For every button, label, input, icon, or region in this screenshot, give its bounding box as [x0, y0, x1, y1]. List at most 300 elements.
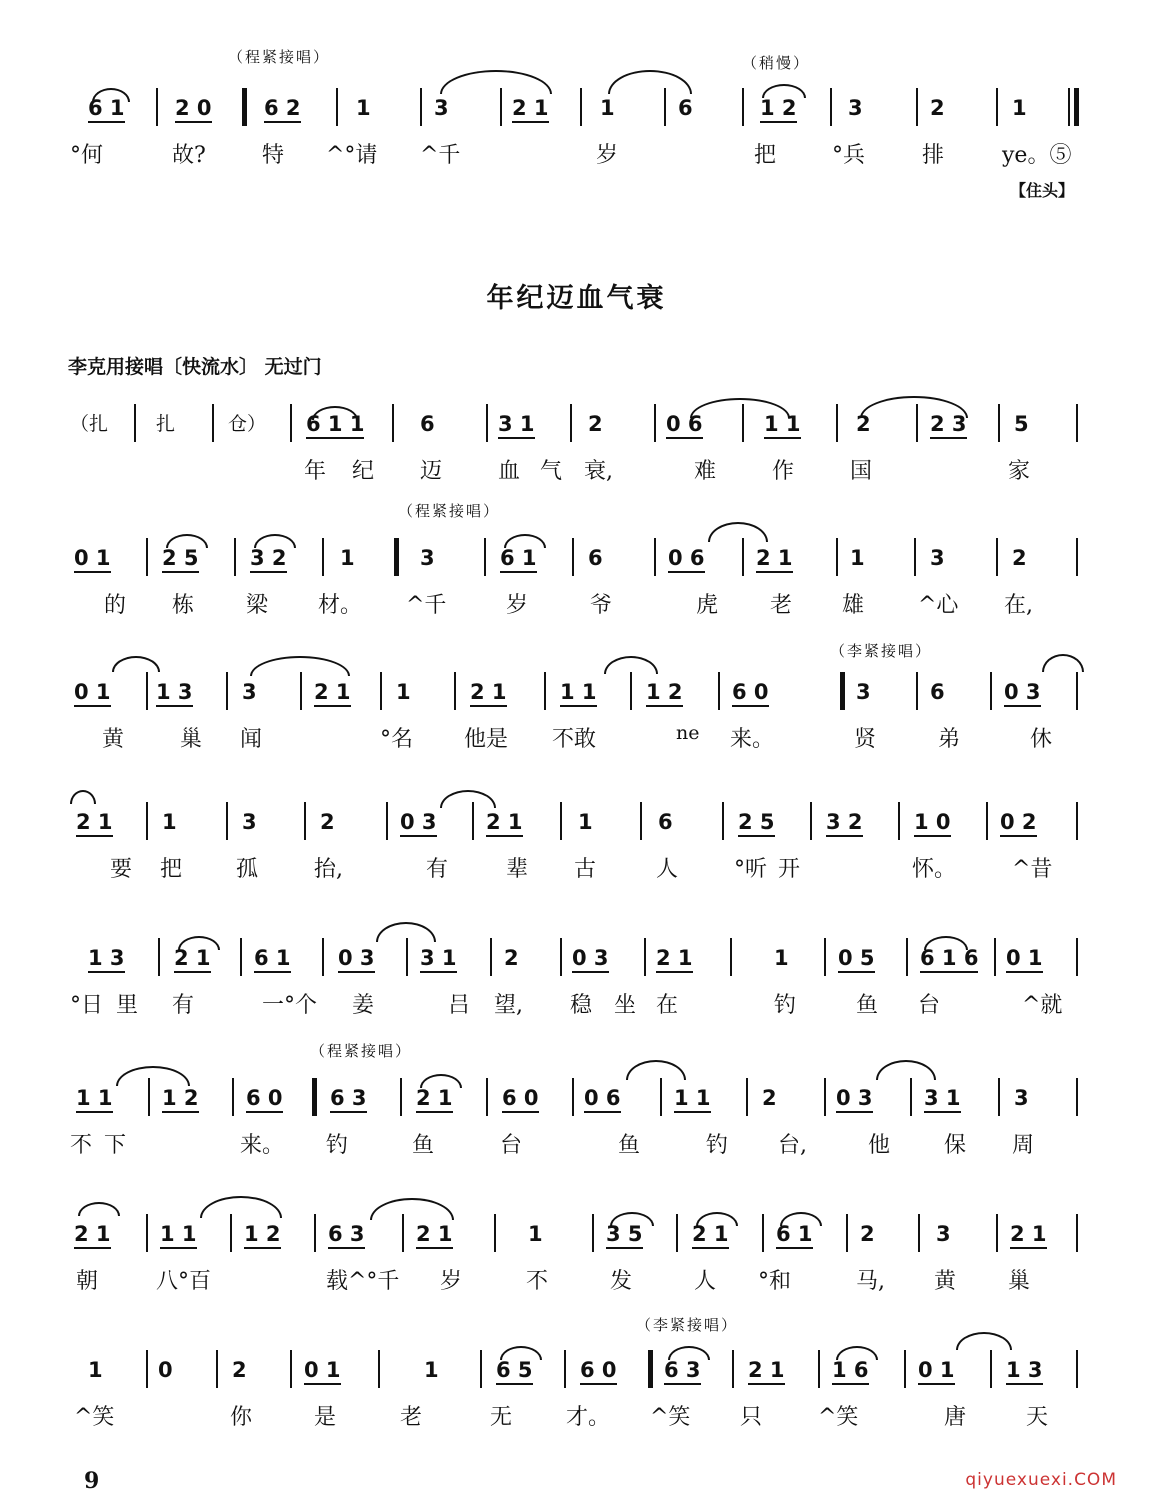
barline — [722, 802, 724, 840]
barline — [818, 1350, 820, 1388]
note: 1 — [88, 1358, 103, 1382]
lyric: 来。 — [730, 727, 775, 752]
lyric: 在 — [656, 993, 679, 1018]
barline — [290, 1350, 292, 1388]
note: 2 0 — [175, 96, 212, 123]
note: 2 — [762, 1086, 777, 1110]
note: 1 1 — [674, 1086, 711, 1113]
note: 6 3 — [330, 1086, 367, 1113]
barline — [1076, 1350, 1078, 1388]
note: 6 — [588, 546, 603, 570]
slur — [626, 1060, 686, 1080]
lyric: 无 — [490, 1405, 513, 1430]
barline — [996, 538, 998, 576]
note: 2 1 — [486, 810, 523, 837]
note: 1 — [396, 680, 411, 704]
slur — [876, 1060, 936, 1080]
barline — [486, 404, 488, 442]
note: 3 — [930, 546, 945, 570]
lyric: 台 — [918, 993, 941, 1018]
barline — [916, 672, 918, 710]
barline — [742, 538, 744, 576]
barline — [490, 938, 492, 976]
barline — [322, 538, 324, 576]
note: 6 — [420, 412, 435, 436]
lyric: 才。 — [566, 1405, 611, 1430]
note: 3 — [936, 1222, 951, 1246]
lyric: 下 — [104, 1133, 127, 1158]
barline — [644, 938, 646, 976]
lyric: 岁 — [440, 1269, 463, 1294]
lyric: 鱼 — [412, 1133, 435, 1158]
barline — [904, 1350, 906, 1388]
lyric: 气 — [540, 459, 563, 484]
lyric: 钓 — [706, 1133, 729, 1158]
barline — [664, 88, 666, 126]
lyric: 马, — [856, 1269, 885, 1294]
barline — [810, 802, 812, 840]
barline — [156, 88, 158, 126]
lyric: 不 — [70, 1133, 93, 1158]
lyric: °听 — [734, 857, 768, 882]
note: 2 — [504, 946, 519, 970]
barline — [304, 802, 306, 840]
note: 0 3 — [836, 1086, 873, 1113]
note: 1 2 — [162, 1086, 199, 1113]
slur — [608, 70, 692, 94]
barline — [630, 672, 632, 710]
lyric: 里 — [116, 993, 139, 1018]
lyric: 人 — [656, 857, 679, 882]
note: 仓） — [228, 413, 267, 435]
note: 3 5 — [606, 1222, 643, 1249]
lyric: 是 — [314, 1405, 337, 1430]
note: 2 1 — [314, 680, 351, 707]
lyric: 故? — [172, 143, 206, 168]
note: 2 1 — [174, 946, 211, 973]
barline — [730, 938, 732, 976]
lyric: 特 — [262, 143, 285, 168]
barline — [836, 404, 838, 442]
slur — [370, 1198, 454, 1220]
note: 6 1 — [88, 96, 125, 123]
lyric: 一°个 — [262, 993, 318, 1018]
lyric: °和 — [758, 1269, 792, 1294]
barline — [660, 1078, 662, 1116]
note: 1 1 — [76, 1086, 113, 1113]
lyric: 弟 — [938, 727, 961, 752]
lyric: 台 — [500, 1133, 523, 1158]
note: 0 — [158, 1358, 173, 1382]
barline — [146, 1214, 148, 1252]
note: 1 2 — [760, 96, 797, 123]
note: 1 0 — [914, 810, 951, 837]
note: 1 — [1012, 96, 1027, 120]
lyric: 他 — [868, 1133, 891, 1158]
lyric: ^千 — [420, 143, 461, 168]
barline — [146, 1350, 148, 1388]
slur — [70, 790, 96, 804]
note: 2 1 — [1010, 1222, 1047, 1249]
barline — [312, 1078, 317, 1116]
note: 2 1 — [756, 546, 793, 573]
barline — [480, 1350, 482, 1388]
barline — [146, 538, 148, 576]
system-8 — [0, 1192, 1153, 1302]
barline — [402, 1214, 404, 1252]
lyric: 有 — [426, 857, 449, 882]
note: 3 2 — [826, 810, 863, 837]
note: 1 1 — [160, 1222, 197, 1249]
barline — [1076, 672, 1078, 710]
barline — [732, 1350, 734, 1388]
barline — [406, 938, 408, 976]
barline — [134, 404, 136, 442]
note: 1 — [578, 810, 593, 834]
barline — [420, 88, 422, 126]
barline — [146, 672, 148, 710]
barline — [676, 1214, 678, 1252]
note: 3 — [420, 546, 435, 570]
lyric: 坐 — [614, 993, 637, 1018]
lyric: 纪 — [352, 459, 375, 484]
watermark: qiyuexuexi.COM — [965, 1470, 1117, 1490]
barline — [322, 938, 324, 976]
lyric: °名 — [380, 727, 414, 752]
system-2 — [0, 390, 1153, 490]
note: 3 — [242, 810, 257, 834]
barline — [386, 802, 388, 840]
barline — [290, 404, 292, 442]
lyric: ^°请 — [326, 143, 378, 168]
note: 1 — [424, 1358, 439, 1382]
note: 0 6 — [668, 546, 705, 573]
barline — [148, 1078, 150, 1116]
barline — [400, 1078, 402, 1116]
barline — [1068, 88, 1070, 126]
lyric: 贤 — [854, 727, 877, 752]
lyric: 雄 — [842, 593, 865, 618]
note: 6 0 — [502, 1086, 539, 1113]
lyric: 巢 — [1008, 1269, 1031, 1294]
barline — [640, 802, 642, 840]
barline — [378, 1350, 380, 1388]
note: 1 6 — [832, 1358, 869, 1385]
barline — [994, 938, 996, 976]
lyric: ^就 — [1022, 993, 1063, 1018]
note: 0 6 — [584, 1086, 621, 1113]
lyric: 你 — [230, 1405, 253, 1430]
barline — [824, 938, 826, 976]
barline — [242, 88, 247, 126]
barline — [226, 802, 228, 840]
note: 0 3 — [572, 946, 609, 973]
lyric: 鱼 — [856, 993, 879, 1018]
note: 6 1 — [500, 546, 537, 573]
lyric: 朝 — [76, 1269, 99, 1294]
lyric: 唐 — [944, 1405, 967, 1430]
barline — [986, 802, 988, 840]
slur — [200, 1196, 282, 1218]
note: 2 — [588, 412, 603, 436]
barline — [240, 938, 242, 976]
note: 6 0 — [246, 1086, 283, 1113]
system-4 — [0, 636, 1153, 766]
lyric: 钓 — [774, 993, 797, 1018]
note: 3 1 — [498, 412, 535, 439]
barline — [230, 1214, 232, 1252]
barline — [564, 1350, 566, 1388]
lyric: 要 — [110, 857, 133, 882]
note: 1 — [340, 546, 355, 570]
lyric: 鱼 — [618, 1133, 641, 1158]
lyric: 排 — [922, 143, 945, 168]
lyric: 抬, — [314, 857, 343, 882]
note: 6 1 — [776, 1222, 813, 1249]
note: 3 — [242, 680, 257, 704]
barline — [234, 538, 236, 576]
note: （扎 — [70, 413, 109, 435]
system-9 — [0, 1310, 1153, 1440]
barline — [990, 1350, 992, 1388]
barline — [1076, 938, 1078, 976]
note: 2 5 — [738, 810, 775, 837]
barline — [918, 1214, 920, 1252]
note: 0 3 — [400, 810, 437, 837]
note: 1 — [162, 810, 177, 834]
note: 2 — [860, 1222, 875, 1246]
page-number: 9 — [84, 1468, 100, 1494]
note: 0 6 — [666, 412, 703, 439]
lyric: 黄 — [102, 727, 125, 752]
barline — [916, 88, 918, 126]
note: 1 — [528, 1222, 543, 1246]
barline — [572, 1078, 574, 1116]
note: 6 0 — [580, 1358, 617, 1385]
note: 0 1 — [1006, 946, 1043, 973]
slur — [440, 70, 552, 94]
note: 6 1 6 — [920, 946, 978, 973]
lyric: 钓 — [326, 1133, 349, 1158]
barline — [996, 1214, 998, 1252]
barline — [158, 938, 160, 976]
lyric: 衰, — [584, 459, 613, 484]
lyric: 家 — [1008, 459, 1031, 484]
note: 2 3 — [930, 412, 967, 439]
barline — [742, 88, 744, 126]
barline — [226, 672, 228, 710]
annotation: （程紧接唱） — [398, 502, 501, 520]
note: 2 5 — [162, 546, 199, 573]
note: 2 — [1012, 546, 1027, 570]
barline — [1074, 88, 1079, 126]
barline — [916, 404, 918, 442]
barline — [580, 88, 582, 126]
lyric: ^千 — [406, 593, 447, 618]
system-7 — [0, 1036, 1153, 1166]
barline — [648, 1350, 653, 1388]
lyric: 周 — [1012, 1133, 1035, 1158]
note: 2 — [320, 810, 335, 834]
lyric: ^笑 — [818, 1405, 859, 1430]
lyric: 休 — [1030, 727, 1053, 752]
barline — [746, 1078, 748, 1116]
lyric: 人 — [694, 1269, 717, 1294]
annotation: （程紧接唱） — [228, 48, 331, 66]
note: 3 1 — [924, 1086, 961, 1113]
note: 0 3 — [1004, 680, 1041, 707]
barline — [572, 538, 574, 576]
slur — [956, 1332, 1012, 1350]
note: 3 — [434, 96, 449, 120]
note: 6 — [930, 680, 945, 704]
lyric: ye。⑤ — [1002, 143, 1072, 168]
barline — [484, 538, 486, 576]
note: 1 — [600, 96, 615, 120]
barline — [998, 404, 1000, 442]
note: 1 1 — [764, 412, 801, 439]
barline — [846, 1214, 848, 1252]
lyric: 老 — [770, 593, 793, 618]
barline — [1076, 1078, 1078, 1116]
lyric: 梁 — [246, 593, 269, 618]
lyric: 国 — [850, 459, 873, 484]
barline — [216, 1350, 218, 1388]
lyric: 作 — [772, 459, 795, 484]
lyric: 血 — [498, 459, 521, 484]
lyric: 材。 — [318, 593, 363, 618]
lyric: 发 — [610, 1269, 633, 1294]
note: 3 2 — [250, 546, 287, 573]
lyric: °何 — [70, 143, 104, 168]
note: 0 1 — [918, 1358, 955, 1385]
note: 6 0 — [732, 680, 769, 707]
barline — [836, 538, 838, 576]
annotation: （李紧接唱） — [830, 642, 933, 660]
lyric: 孤 — [236, 857, 259, 882]
note: 3 — [1014, 1086, 1029, 1110]
lyric: 闻 — [240, 727, 263, 752]
lyric: 把 — [160, 857, 183, 882]
note: 1 2 — [646, 680, 683, 707]
lyric: 不敢 — [552, 727, 597, 752]
lyric: 老 — [400, 1405, 423, 1430]
note: 0 1 — [74, 546, 111, 573]
barline — [654, 538, 656, 576]
system-5 — [0, 786, 1153, 896]
barline — [454, 672, 456, 710]
lyric: 古 — [574, 857, 597, 882]
barline — [906, 938, 908, 976]
lyric: 年 — [304, 459, 327, 484]
barline — [232, 1078, 234, 1116]
note: 2 1 — [656, 946, 693, 973]
note: 1 3 — [156, 680, 193, 707]
note: 1 — [774, 946, 789, 970]
barline — [560, 938, 562, 976]
barline — [1076, 1214, 1078, 1252]
subheading: 李克用接唱〔快流水〕 无过门 — [68, 356, 322, 378]
note: 6 3 — [328, 1222, 365, 1249]
note: 0 3 — [338, 946, 375, 973]
slur — [78, 1202, 120, 1216]
lyric: 岁 — [596, 143, 619, 168]
barline — [560, 802, 562, 840]
lyric: 台, — [778, 1133, 807, 1158]
lyric: 迈 — [420, 459, 443, 484]
note: 1 — [356, 96, 371, 120]
barline — [1076, 802, 1078, 840]
lyric: 吕 — [448, 993, 471, 1018]
barline — [914, 538, 916, 576]
barline — [392, 404, 394, 442]
lyric: 开 — [778, 857, 801, 882]
lyric: 天 — [1026, 1405, 1049, 1430]
lyric: ^昔 — [1012, 857, 1053, 882]
system-6 — [0, 922, 1153, 1032]
system-3 — [0, 496, 1153, 626]
barline — [1076, 538, 1078, 576]
lyric: ne — [676, 722, 700, 744]
note: 2 1 — [512, 96, 549, 123]
barline — [990, 672, 992, 710]
note: 6 — [658, 810, 673, 834]
barline — [898, 802, 900, 840]
lyric: 八°百 — [156, 1269, 212, 1294]
note: 0 2 — [1000, 810, 1037, 837]
barline — [314, 1214, 316, 1252]
note: 6 3 — [664, 1358, 701, 1385]
note: 2 1 — [74, 1222, 111, 1249]
lyric: 爷 — [590, 593, 613, 618]
lyric: 栋 — [172, 593, 195, 618]
note: 2 1 — [76, 810, 113, 837]
lyric: 有 — [172, 993, 195, 1018]
note: 3 1 — [420, 946, 457, 973]
note: 5 — [1014, 412, 1029, 436]
note: 扎 — [156, 413, 176, 435]
note: 0 1 — [74, 680, 111, 707]
lyric: 稳 — [570, 993, 593, 1018]
barline — [394, 538, 399, 576]
lyric: 把 — [754, 143, 777, 168]
lyric: 不 — [526, 1269, 549, 1294]
lyric: 姜 — [352, 993, 375, 1018]
barline — [910, 1078, 912, 1116]
note: 2 1 — [692, 1222, 729, 1249]
note: 2 — [232, 1358, 247, 1382]
barline — [336, 88, 338, 126]
note: 6 1 — [254, 946, 291, 973]
barline — [146, 802, 148, 840]
note: 3 — [856, 680, 871, 704]
lyric: ^心 — [918, 593, 959, 618]
annotation: （稍慢） — [742, 54, 811, 72]
slur — [1042, 654, 1084, 672]
barline — [592, 1214, 594, 1252]
lyric: 载^°千 — [326, 1269, 400, 1294]
note: 6 2 — [264, 96, 301, 123]
barline — [998, 1078, 1000, 1116]
lyric: 只 — [740, 1405, 763, 1430]
barline — [212, 404, 214, 442]
note: 1 — [850, 546, 865, 570]
barline — [472, 802, 474, 840]
lyric: ^笑 — [74, 1405, 115, 1430]
barline — [840, 672, 845, 710]
annotation: （李紧接唱） — [636, 1316, 739, 1334]
note: 1 2 — [244, 1222, 281, 1249]
